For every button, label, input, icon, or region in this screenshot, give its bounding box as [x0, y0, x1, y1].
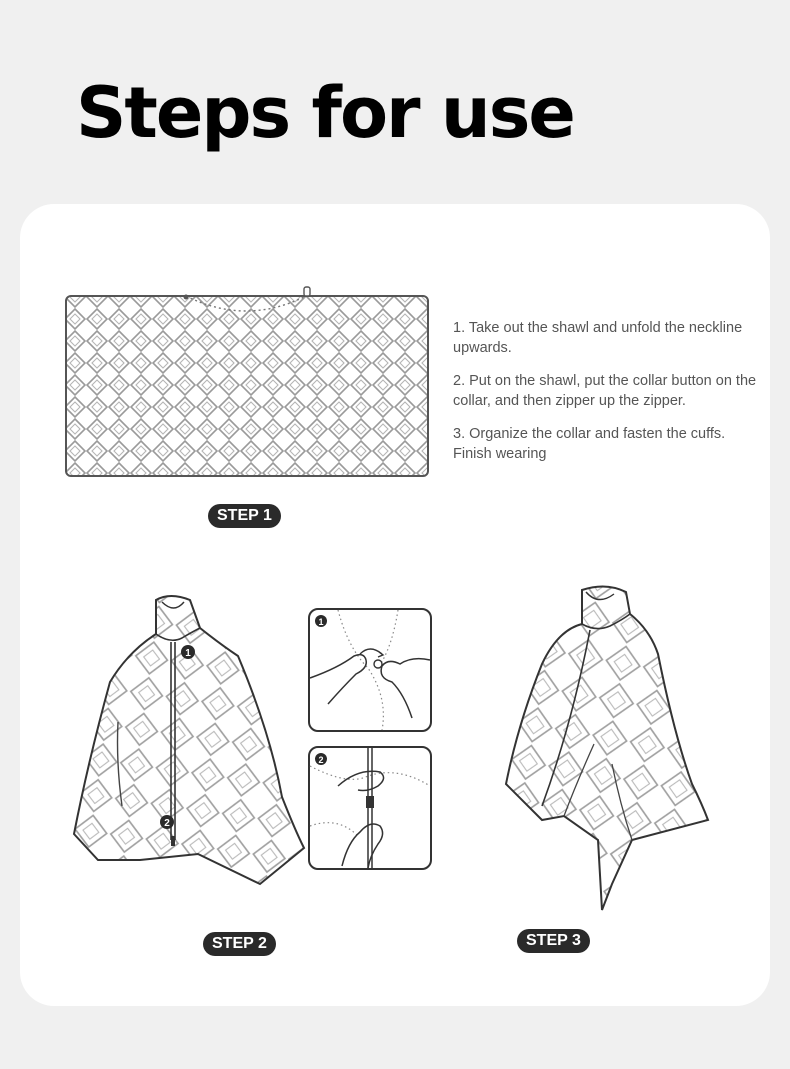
callout-1: 1 — [185, 648, 191, 659]
instructions-list — [453, 318, 763, 477]
worn-shawl-side-illustration — [502, 584, 710, 914]
instruction-3: 3. Organize the collar and fasten the cuffs. Finish wearing — [453, 426, 726, 462]
page-title: Steps for use — [76, 72, 574, 154]
zipper-detail-illustration — [308, 746, 432, 870]
unfolded-shawl-illustration — [64, 286, 430, 480]
detail-callout-2: 2 — [318, 755, 324, 765]
callout-2: 2 — [164, 818, 170, 829]
step-2-badge: STEP 2 — [203, 932, 276, 956]
step-1-badge: STEP 1 — [208, 504, 281, 528]
step-3-badge: STEP 3 — [517, 929, 590, 953]
collar-button-detail-illustration — [308, 608, 432, 732]
detail-callout-1: 1 — [318, 617, 324, 627]
instruction-2: 2. Put on the shawl, put the collar button on the collar, and then zipper up the zipper. — [453, 373, 757, 409]
instruction-1: 1. Take out the shawl and unfold the neckline upwards. — [453, 320, 743, 356]
worn-shawl-front-illustration — [70, 592, 308, 887]
